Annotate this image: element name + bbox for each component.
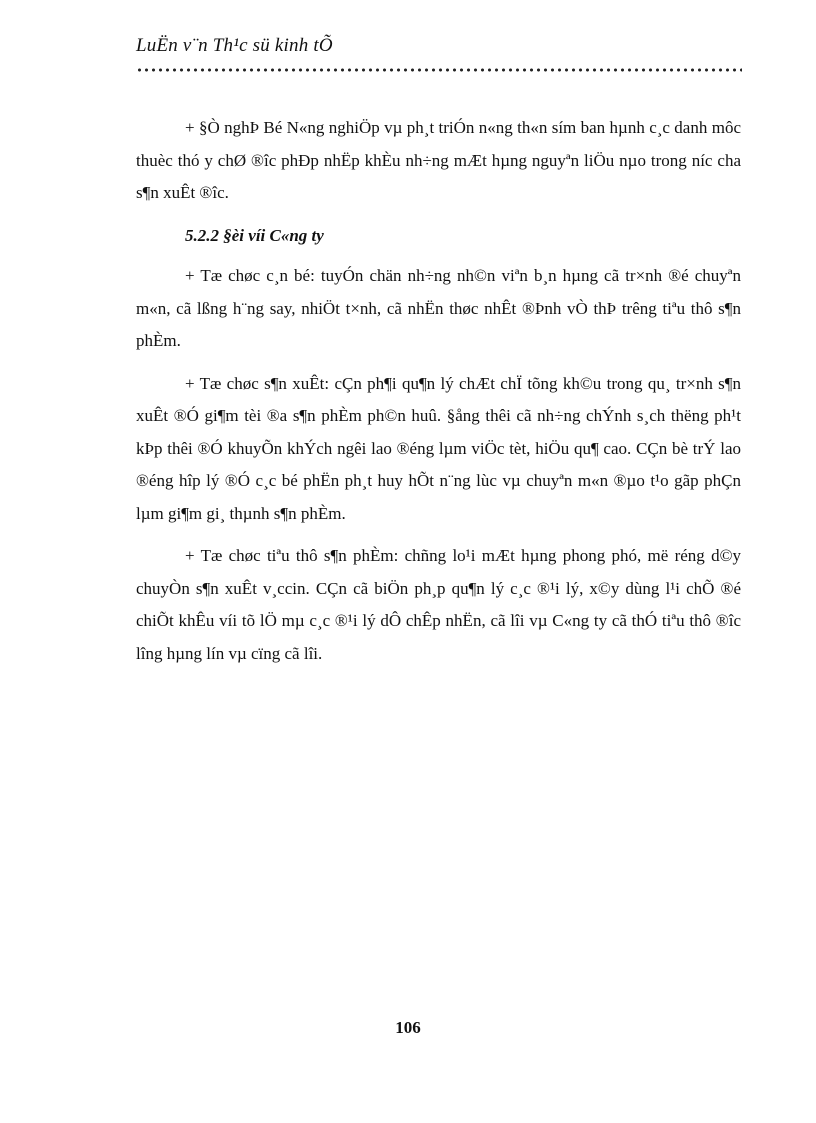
paragraph-1: + §Ò nghÞ Bé N«ng nghiÖp vµ ph¸t triÓn n«ng th«n sím ban hµnh c¸c danh môc thuèc thó y chØ ®îc phÐp nhËp khÈu nh÷ng mÆt hµng nguyªn liÖu nµo trong níc cha s¶n xuÊt ®îc. — [136, 118, 741, 202]
paragraph-3: + Tæ chøc s¶n xuÊt: cÇn ph¶i qu¶n lý chÆt chÏ tõng kh©u trong qu¸ tr×nh s¶n xuÊt ®Ó gi¶m tèi ®a s¶n phÈm ph©n huû. §ång thêi cã nh÷ng chÝnh s¸ch thëng ph¹t kÞp thêi ®Ó khuyÕn khÝch ngêi lao ®éng lµm viÖc tèt, hiÖu qu¶ cao. CÇn bè trÝ lao ®éng hîp lý ®Ó c¸c bé phËn ph¸t huy hÕt n¨ng lùc vµ chuyªn m«n ®µo t¹o gãp phÇn lµm gi¶m gi¸ thµnh s¶n phÈm. — [136, 373, 741, 523]
paragraph-4: + Tæ chøc tiªu thô s¶n phÈm: chñng lo¹i mÆt hµng phong phó, më réng d©y chuyÒn s¶n xuÊt v¸ccin. CÇn cã biÖn ph¸p qu¶n lý c¸c ®¹i lý, x©y dùng l¹i chÕ ®é chiÕt khÊu víi tõ lÖ mµ c¸c ®¹i lý dÔ chÊp nhËn, cã lîi vµ C«ng ty cã thÓ tiªu thô ®îc lîng hµng lín vµ cïng cã lîi. — [136, 546, 741, 663]
header-dotted-rule — [136, 68, 742, 72]
running-header-title: LuËn v¨n Th¹c sü kinh tÕ — [136, 35, 333, 56]
page-number: 106 — [395, 1018, 421, 1037]
page-header — [136, 34, 742, 72]
paragraph-2: + Tæ chøc c¸n bé: tuyÓn chän nh÷ng nh©n viªn b¸n hµng cã tr×nh ®é chuyªn m«n, cã lßng h¨ng say, nhiÖt t×nh, cã nhËn thøc nhÊt ®Þnh vÒ thÞ trêng tiªu thô s¶n phÈm. — [136, 266, 741, 350]
section-heading: 5.2.2 §èi víi C«ng ty — [185, 225, 324, 245]
page-body — [136, 112, 741, 680]
